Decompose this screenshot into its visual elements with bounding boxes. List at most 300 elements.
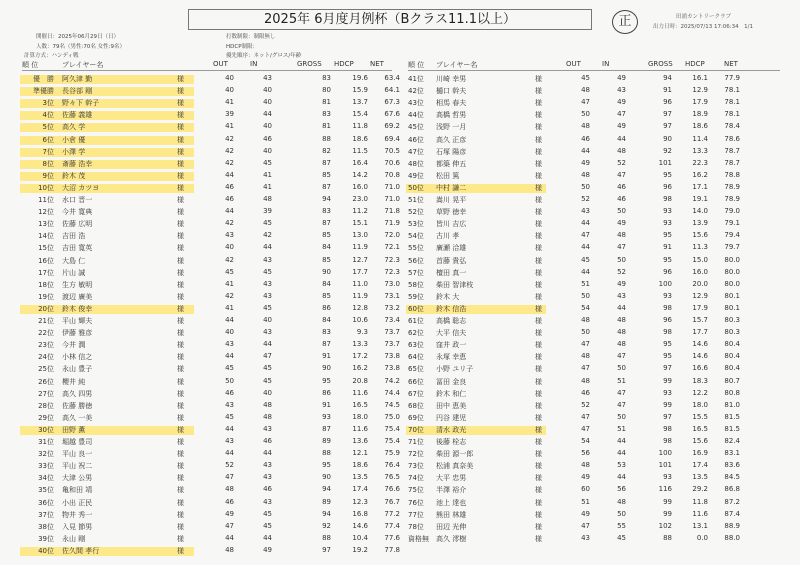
cell-name: 小澤 学 (62, 147, 86, 156)
header-out-right: OUT (566, 60, 581, 68)
cell-out: 47 (581, 424, 590, 433)
cell-hdcp: 17.7 (692, 328, 708, 337)
cell-hdcp: 16.2 (692, 170, 708, 179)
cell-in: 44 (617, 303, 626, 312)
cell-gross: 94 (322, 509, 331, 518)
cell-hdcp: 15.5 (692, 412, 708, 421)
cell-out: 48 (581, 461, 590, 470)
cell-rank: 9位 (42, 171, 54, 180)
cell-out: 48 (225, 545, 234, 554)
cell-honorific: 様 (177, 474, 184, 483)
cell-rank: 75位 (408, 486, 424, 495)
cell-hdcp: 16.4 (352, 158, 368, 167)
cell-name: 鈴木 俊幸 (62, 304, 93, 313)
table-row (408, 448, 788, 461)
cell-rank: 73位 (408, 462, 424, 471)
cell-net: 86.8 (724, 485, 740, 494)
cell-hdcp: 11.8 (352, 122, 368, 131)
cell-honorific: 様 (177, 292, 184, 301)
cell-gross: 101 (658, 461, 672, 470)
cell-in: 50 (617, 509, 626, 518)
table-row (22, 303, 402, 316)
cell-hdcp: 10.4 (352, 533, 368, 542)
cell-name: 田辺 光伸 (436, 522, 467, 531)
cell-out: 47 (581, 340, 590, 349)
cell-gross: 93 (663, 207, 672, 216)
cell-rank: 59位 (408, 292, 424, 301)
cell-name: 古川 孝 (436, 232, 460, 241)
cell-gross: 93 (663, 473, 672, 482)
cell-net: 67.6 (384, 110, 400, 119)
cell-gross: 94 (322, 485, 331, 494)
cell-gross: 82 (322, 146, 331, 155)
cell-hdcp: 17.1 (692, 182, 708, 191)
cell-gross: 83 (322, 74, 331, 82)
cell-gross: 92 (663, 146, 672, 155)
cell-hdcp: 19.6 (352, 74, 368, 82)
table-row (22, 472, 402, 485)
cell-name: 樋口 幹夫 (436, 87, 467, 96)
cell-in: 40 (263, 388, 272, 397)
cell-gross: 87 (322, 424, 331, 433)
cell-hdcp: 11.2 (352, 207, 368, 216)
cell-in: 55 (617, 521, 626, 530)
cell-rank: 44位 (408, 111, 424, 120)
cell-net: 88.9 (724, 521, 740, 530)
table-row (408, 85, 788, 98)
cell-name: 小林 信之 (62, 353, 93, 362)
cell-out: 45 (225, 364, 234, 373)
cell-out: 52 (581, 195, 590, 203)
cell-rank: 41位 (408, 75, 424, 83)
header-hdcp-left: HDCP (334, 60, 354, 68)
cell-gross: 83 (322, 328, 331, 337)
cell-hdcp: 13.5 (352, 473, 368, 482)
cell-rank: 48位 (408, 159, 424, 168)
cell-name: 永山 豊子 (62, 365, 93, 374)
cell-out: 46 (225, 182, 234, 191)
table-row (22, 194, 402, 207)
table-row (22, 448, 402, 461)
table-row (408, 509, 788, 522)
cell-net: 87.4 (724, 509, 740, 518)
cell-rank: 優 勝 (33, 75, 54, 83)
cell-honorific: 様 (177, 280, 184, 289)
cell-rank: 30位 (38, 425, 54, 434)
cell-gross: 97 (322, 545, 331, 554)
header-gross-right: GROSS (648, 60, 673, 68)
cell-out: 43 (225, 340, 234, 349)
cell-rank: 25位 (38, 365, 54, 374)
cell-rank: 74位 (408, 474, 424, 483)
cell-hdcp: 11.9 (352, 243, 368, 252)
cell-out: 47 (581, 98, 590, 107)
cell-name: 鈴木 茂 (62, 171, 86, 180)
cell-out: 44 (225, 170, 234, 179)
cell-in: 44 (617, 134, 626, 143)
cell-gross: 81 (322, 98, 331, 107)
cell-hdcp: 18.6 (352, 461, 368, 470)
cell-in: 41 (263, 182, 272, 191)
cell-hdcp: 10.6 (352, 316, 368, 324)
table-row (22, 134, 402, 147)
cell-honorific: 様 (535, 486, 542, 495)
cell-out: 48 (225, 485, 234, 494)
cell-honorific: 様 (535, 353, 542, 362)
table-row (22, 400, 402, 413)
cell-net: 69.2 (384, 122, 400, 131)
cell-net: 80.4 (724, 364, 740, 373)
table-row (408, 327, 788, 340)
cell-gross: 96 (663, 316, 672, 324)
cell-gross: 95 (322, 461, 331, 470)
table-row (22, 182, 402, 195)
cell-out: 52 (581, 400, 590, 409)
cell-in: 43 (263, 74, 272, 82)
table-row (408, 146, 788, 159)
cell-hdcp: 15.6 (692, 231, 708, 240)
cell-gross: 91 (322, 352, 331, 361)
cell-hdcp: 11.5 (352, 146, 368, 155)
cell-name: 永塚 幸恵 (436, 353, 467, 362)
cell-gross: 100 (658, 279, 672, 288)
cell-hdcp: 15.1 (352, 219, 368, 228)
cell-hdcp: 15.9 (352, 86, 368, 95)
cell-in: 42 (263, 231, 272, 240)
cell-name: 高橋 哲男 (436, 111, 467, 120)
cell-name: 柴田 智津枝 (436, 280, 474, 289)
cell-honorific: 様 (177, 450, 184, 459)
cell-net: 88.0 (724, 533, 740, 542)
cell-name: 今井 寛典 (62, 208, 93, 217)
cell-out: 42 (225, 158, 234, 167)
cell-rank: 60位 (408, 304, 424, 313)
cell-hdcp: 13.3 (352, 340, 368, 349)
table-row (22, 279, 402, 292)
cell-gross: 96 (663, 98, 672, 107)
cell-hdcp: 0.0 (696, 533, 708, 542)
cell-gross: 98 (663, 303, 672, 312)
cell-net: 71.9 (384, 219, 400, 228)
table-row (22, 497, 402, 510)
cell-name: 川崎 幸男 (436, 75, 467, 83)
cell-honorific: 様 (535, 171, 542, 180)
cell-honorific: 様 (177, 329, 184, 338)
cell-net: 80.3 (724, 316, 740, 324)
cell-net: 71.8 (384, 207, 400, 216)
cell-out: 45 (581, 255, 590, 264)
cell-honorific: 様 (177, 462, 184, 471)
cell-hdcp: 13.5 (692, 473, 708, 482)
cell-honorific: 様 (535, 474, 542, 483)
cell-net: 83.6 (724, 461, 740, 470)
cell-name: 鈴木 大 (436, 292, 460, 301)
cell-name: 佐藤 勝徳 (62, 401, 93, 410)
cell-gross: 91 (322, 400, 331, 409)
cell-out: 49 (581, 473, 590, 482)
cell-net: 80.0 (724, 255, 740, 264)
cell-gross: 97 (663, 122, 672, 131)
cell-net: 70.8 (384, 170, 400, 179)
cell-gross: 95 (663, 340, 672, 349)
cell-rank: 68位 (408, 401, 424, 410)
cell-gross: 86 (322, 303, 331, 312)
cell-net: 71.0 (384, 195, 400, 203)
cell-honorific: 様 (535, 304, 542, 313)
cell-hdcp: 16.5 (692, 424, 708, 433)
cell-rank: 5位 (42, 123, 54, 132)
cell-out: 44 (581, 243, 590, 252)
cell-honorific: 様 (535, 413, 542, 422)
cell-rank: 63位 (408, 341, 424, 350)
cell-net: 80.4 (724, 340, 740, 349)
cell-honorific: 様 (535, 87, 542, 96)
cell-honorific: 様 (535, 317, 542, 325)
cell-name: 鈴木 和仁 (436, 389, 467, 398)
cell-rank: 52位 (408, 208, 424, 217)
cell-rank: 50位 (408, 183, 424, 192)
cell-out: 50 (581, 291, 590, 300)
cell-name: 片山 誠 (62, 268, 86, 277)
cell-net: 76.4 (384, 461, 400, 470)
cell-out: 44 (225, 449, 234, 458)
cell-hdcp: 18.0 (692, 400, 708, 409)
cell-in: 43 (263, 328, 272, 337)
cell-net: 81.0 (724, 400, 740, 409)
cell-gross: 90 (322, 364, 331, 373)
cell-in: 47 (617, 388, 626, 397)
cell-gross: 87 (322, 182, 331, 191)
table-row (408, 255, 788, 268)
cell-gross: 98 (663, 437, 672, 445)
cell-name: 入見 節男 (62, 522, 93, 531)
cell-gross: 81 (322, 122, 331, 131)
cell-honorific: 様 (535, 183, 542, 192)
cell-in: 52 (617, 158, 626, 167)
cell-rank: 20位 (38, 304, 54, 313)
cell-gross: 91 (663, 243, 672, 252)
cell-in: 45 (617, 533, 626, 542)
cell-in: 45 (263, 509, 272, 518)
cell-net: 83.1 (724, 449, 740, 458)
cell-hdcp: 17.9 (692, 98, 708, 107)
table-row (22, 388, 402, 401)
cell-rank: 31位 (38, 438, 54, 446)
cell-rank: 11位 (38, 196, 54, 204)
cell-net: 73.4 (384, 316, 400, 324)
cell-honorific: 様 (535, 341, 542, 350)
cell-name: 草野 徳幸 (436, 208, 467, 217)
cell-net: 64.1 (384, 86, 400, 95)
meta-priority: 優先順序：ネット/グロス/年齢 (226, 53, 302, 59)
cell-out: 39 (225, 110, 234, 119)
cell-rank: 78位 (408, 522, 424, 531)
cell-out: 44 (581, 146, 590, 155)
cell-in: 40 (263, 146, 272, 155)
cell-net: 72.1 (384, 243, 400, 252)
header-name-left: プレイヤー名 (62, 61, 104, 69)
cell-honorific: 様 (535, 425, 542, 434)
cell-honorific: 様 (535, 159, 542, 168)
cell-net: 73.7 (384, 340, 400, 349)
cell-name: 佐藤 義雄 (62, 111, 93, 120)
cell-name: 松田 篤 (436, 171, 460, 180)
cell-honorific: 様 (535, 498, 542, 507)
cell-honorific: 様 (177, 353, 184, 362)
cell-net: 77.2 (384, 509, 400, 518)
cell-net: 69.4 (384, 134, 400, 143)
meta-date: 開催日：2025年06月29日（日） (36, 34, 119, 40)
cell-net: 73.7 (384, 328, 400, 337)
cell-out: 49 (225, 509, 234, 518)
cell-honorific: 様 (177, 534, 184, 543)
cell-out: 52 (225, 461, 234, 470)
table-row (408, 97, 788, 110)
cell-net: 75.4 (384, 424, 400, 433)
cell-rank: 10位 (38, 183, 54, 192)
cell-rank: 49位 (408, 171, 424, 180)
cell-net: 73.0 (384, 279, 400, 288)
cell-in: 49 (617, 219, 626, 228)
cell-honorific: 様 (177, 401, 184, 410)
cell-net: 78.9 (724, 195, 740, 203)
cell-gross: 83 (322, 207, 331, 216)
cell-rank: 6位 (42, 135, 54, 144)
cell-rank: 14位 (38, 232, 54, 241)
cell-honorific: 様 (177, 123, 184, 132)
cell-rank: 35位 (38, 486, 54, 495)
cell-honorific: 様 (535, 292, 542, 301)
cell-out: 47 (581, 231, 590, 240)
cell-gross: 95 (663, 170, 672, 179)
cell-honorific: 様 (177, 510, 184, 519)
cell-rank: 23位 (38, 341, 54, 350)
cell-name: 高久 一美 (62, 413, 93, 422)
cell-net: 80.3 (724, 328, 740, 337)
cell-rank: 46位 (408, 135, 424, 144)
cell-gross: 89 (322, 437, 331, 445)
cell-honorific: 様 (535, 522, 542, 531)
cell-honorific: 様 (177, 498, 184, 507)
cell-gross: 100 (658, 449, 672, 458)
cell-name: 渡辺 廣美 (62, 292, 93, 301)
cell-gross: 84 (322, 279, 331, 288)
cell-gross: 88 (663, 533, 672, 542)
cell-name: 松浦 真奈美 (436, 462, 474, 471)
cell-honorific: 様 (177, 389, 184, 398)
cell-out: 46 (581, 134, 590, 143)
header-in-right: IN (602, 60, 610, 68)
cell-gross: 86 (322, 388, 331, 397)
table-row (408, 230, 788, 243)
cell-rank: 34位 (38, 474, 54, 483)
cell-hdcp: 12.3 (352, 497, 368, 506)
cell-hdcp: 16.0 (352, 182, 368, 191)
cell-gross: 88 (322, 134, 331, 143)
cell-hdcp: 18.6 (352, 134, 368, 143)
cell-rank: 45位 (408, 123, 424, 132)
cell-rank: 3位 (42, 99, 54, 108)
table-row (22, 206, 402, 219)
cell-out: 41 (225, 98, 234, 107)
cell-hdcp: 11.6 (352, 388, 368, 397)
cell-out: 42 (225, 146, 234, 155)
cell-in: 44 (263, 110, 272, 119)
cell-in: 47 (617, 400, 626, 409)
cell-in: 48 (263, 195, 272, 203)
cell-net: 73.8 (384, 364, 400, 373)
cell-hdcp: 16.5 (352, 400, 368, 409)
table-row (408, 291, 788, 304)
cell-honorific: 様 (177, 75, 184, 83)
cell-honorific: 様 (535, 135, 542, 144)
cell-gross: 85 (322, 231, 331, 240)
cell-in: 47 (617, 110, 626, 119)
cell-name: 物井 秀一 (62, 510, 93, 519)
cell-gross: 94 (663, 74, 672, 82)
cell-rank: 54位 (408, 232, 424, 241)
cell-name: 高橋 聡志 (436, 317, 467, 325)
cell-in: 43 (263, 255, 272, 264)
cell-honorific: 様 (177, 220, 184, 229)
cell-name: 平山 良一 (62, 450, 93, 459)
cell-out: 43 (225, 231, 234, 240)
cell-honorific: 様 (177, 244, 184, 253)
cell-out: 49 (581, 158, 590, 167)
cell-honorific: 様 (177, 365, 184, 374)
cell-gross: 95 (322, 376, 331, 385)
cell-hdcp: 23.0 (352, 195, 368, 203)
cell-out: 60 (581, 485, 590, 494)
cell-out: 43 (225, 400, 234, 409)
cell-honorific: 様 (535, 220, 542, 229)
header-rule-right (408, 70, 780, 71)
cell-gross: 84 (322, 316, 331, 324)
cell-hdcp: 9.3 (356, 328, 368, 337)
cell-out: 50 (581, 182, 590, 191)
cell-net: 77.8 (384, 545, 400, 554)
cell-out: 48 (581, 316, 590, 324)
cell-in: 48 (263, 400, 272, 409)
cell-name: 高久 学 (62, 123, 86, 132)
cell-hdcp: 15.0 (692, 255, 708, 264)
cell-name: 大平 忠男 (436, 474, 467, 483)
cell-in: 46 (617, 182, 626, 191)
cell-name: 平山 輝夫 (62, 317, 93, 325)
cell-hdcp: 12.2 (692, 388, 708, 397)
cell-rank: 39位 (38, 534, 54, 543)
cell-hdcp: 16.8 (352, 509, 368, 518)
cell-name: 櫻井 純 (62, 377, 86, 386)
cell-gross: 101 (658, 158, 672, 167)
cell-hdcp: 11.0 (352, 279, 368, 288)
cell-net: 74.2 (384, 376, 400, 385)
cell-name: 廣瀬 洽雄 (436, 244, 467, 253)
cell-net: 81.5 (724, 424, 740, 433)
table-row (22, 376, 402, 389)
cell-gross: 85 (322, 255, 331, 264)
cell-name: 高久 澪樹 (436, 534, 467, 543)
table-row (408, 339, 788, 352)
cell-rank: 43位 (408, 99, 424, 108)
cell-honorific: 様 (177, 87, 184, 96)
cell-honorific: 様 (535, 329, 542, 338)
cell-out: 54 (581, 437, 590, 445)
table-row (22, 242, 402, 255)
cell-net: 78.1 (724, 86, 740, 95)
cell-net: 71.0 (384, 182, 400, 191)
cell-honorific: 様 (177, 111, 184, 120)
